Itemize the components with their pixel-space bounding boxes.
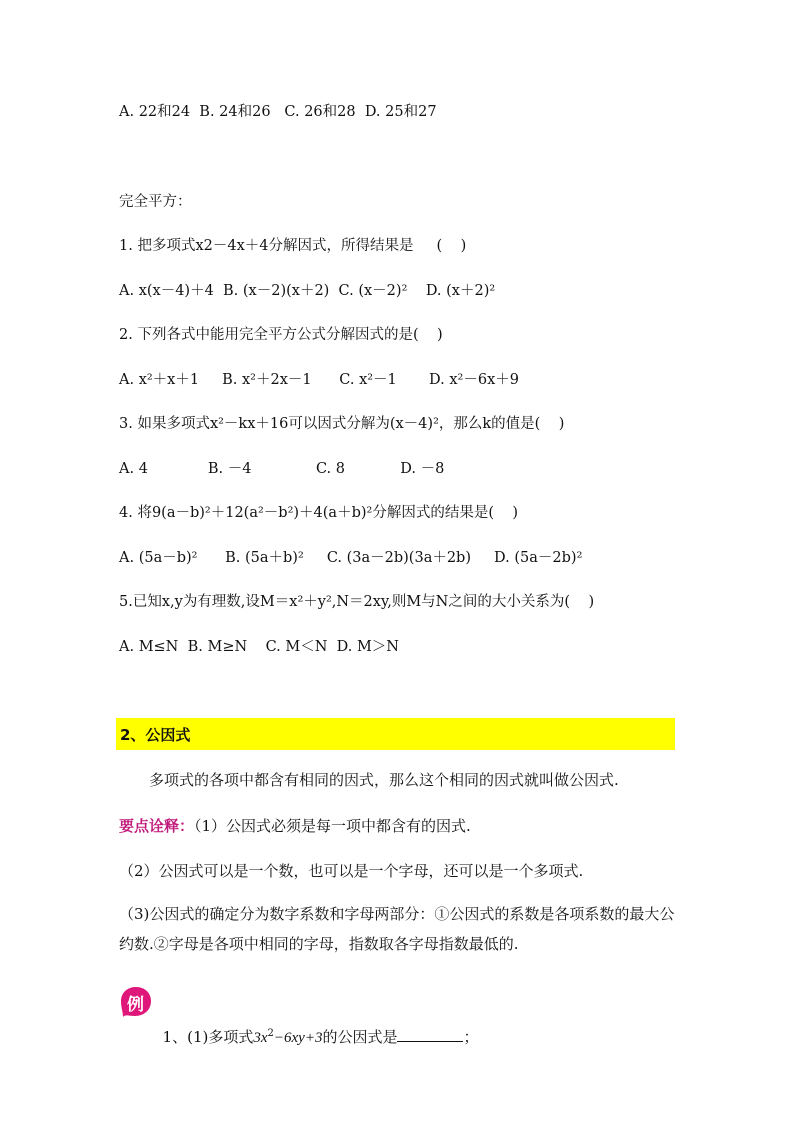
formula-exponent: 2 xyxy=(267,1028,274,1039)
formula-term-a: 3x xyxy=(253,1030,268,1046)
section-title: 2、公因式 xyxy=(120,725,191,744)
key-point-1: （1）公因式必须是每一项中都含有的因式. xyxy=(194,817,471,835)
formula-term-b: −6xy+3 xyxy=(273,1030,323,1046)
question-3-options: A. 4 B. －4 C. 8 D. －8 xyxy=(119,461,445,477)
question-1-options: A. x(x－4)＋4 B. (x－2)(x＋2) C. (x－2)² D. (x＋2)² xyxy=(119,283,496,299)
section-heading xyxy=(116,718,675,750)
key-point-2: （2）公因式可以是一个数，也可以是一个字母，还可以是一个多项式. xyxy=(119,862,584,880)
subsection-title: 完全平方： xyxy=(119,194,192,210)
question-3: 3. 如果多项式x²－kx＋16可以因式分解为(x－4)²，那么k的值是( ) xyxy=(119,416,565,432)
example-question xyxy=(153,1004,478,1048)
example-suffix: 的公因式是 xyxy=(322,1028,398,1046)
example-badge-label: 例 xyxy=(127,995,144,1015)
answer-options-line: A. 22和24 B. 24和26 C. 26和28 D. 25和27 xyxy=(119,104,437,120)
question-1: 1. 把多项式x2－4x＋4分解因式，所得结果是 ( ) xyxy=(119,238,467,254)
example-badge-icon xyxy=(119,985,153,1019)
key-point-3: （3)公因式的确定分为数字系数和字母两部分：①公因式的系数是各项系数的最大公约数.②字母是各项中相同的字母，指数取各字母指数最低的. xyxy=(119,905,675,953)
key-points-label: 要点诠释： xyxy=(119,817,195,835)
question-4-options: A. (5a－b)² B. (5a＋b)² C. (3a－2b)(3a＋2b) D. (5a－2b)² xyxy=(119,550,583,566)
definition-text: 多项式的各项中都含有相同的因式，那么这个相同的因式就叫做公因式. xyxy=(149,771,619,789)
answer-blank[interactable] xyxy=(397,1027,463,1042)
question-4: 4. 将9(a－b)²＋12(a²－b²)＋4(a＋b)²分解因式的结果是( ) xyxy=(119,505,519,521)
key-points-p1 xyxy=(119,811,677,841)
question-2-options: A. x²＋x＋1 B. x²＋2x－1 C. x²－1 D. x²－6x＋9 xyxy=(119,372,519,388)
question-5-options: A. M≤N B. M≥N C. M＜N D. M＞N xyxy=(119,639,399,655)
question-2: 2. 下列各式中能用完全平方公式分解因式的是( ) xyxy=(119,327,443,343)
example-end: ； xyxy=(463,1028,479,1046)
question-5: 5.已知x,y为有理数,设M＝x²＋y²,N＝2xy,则M与N之间的大小关系为( ) xyxy=(119,594,595,610)
example-prefix: 1、(1)多项式 xyxy=(162,1028,254,1046)
